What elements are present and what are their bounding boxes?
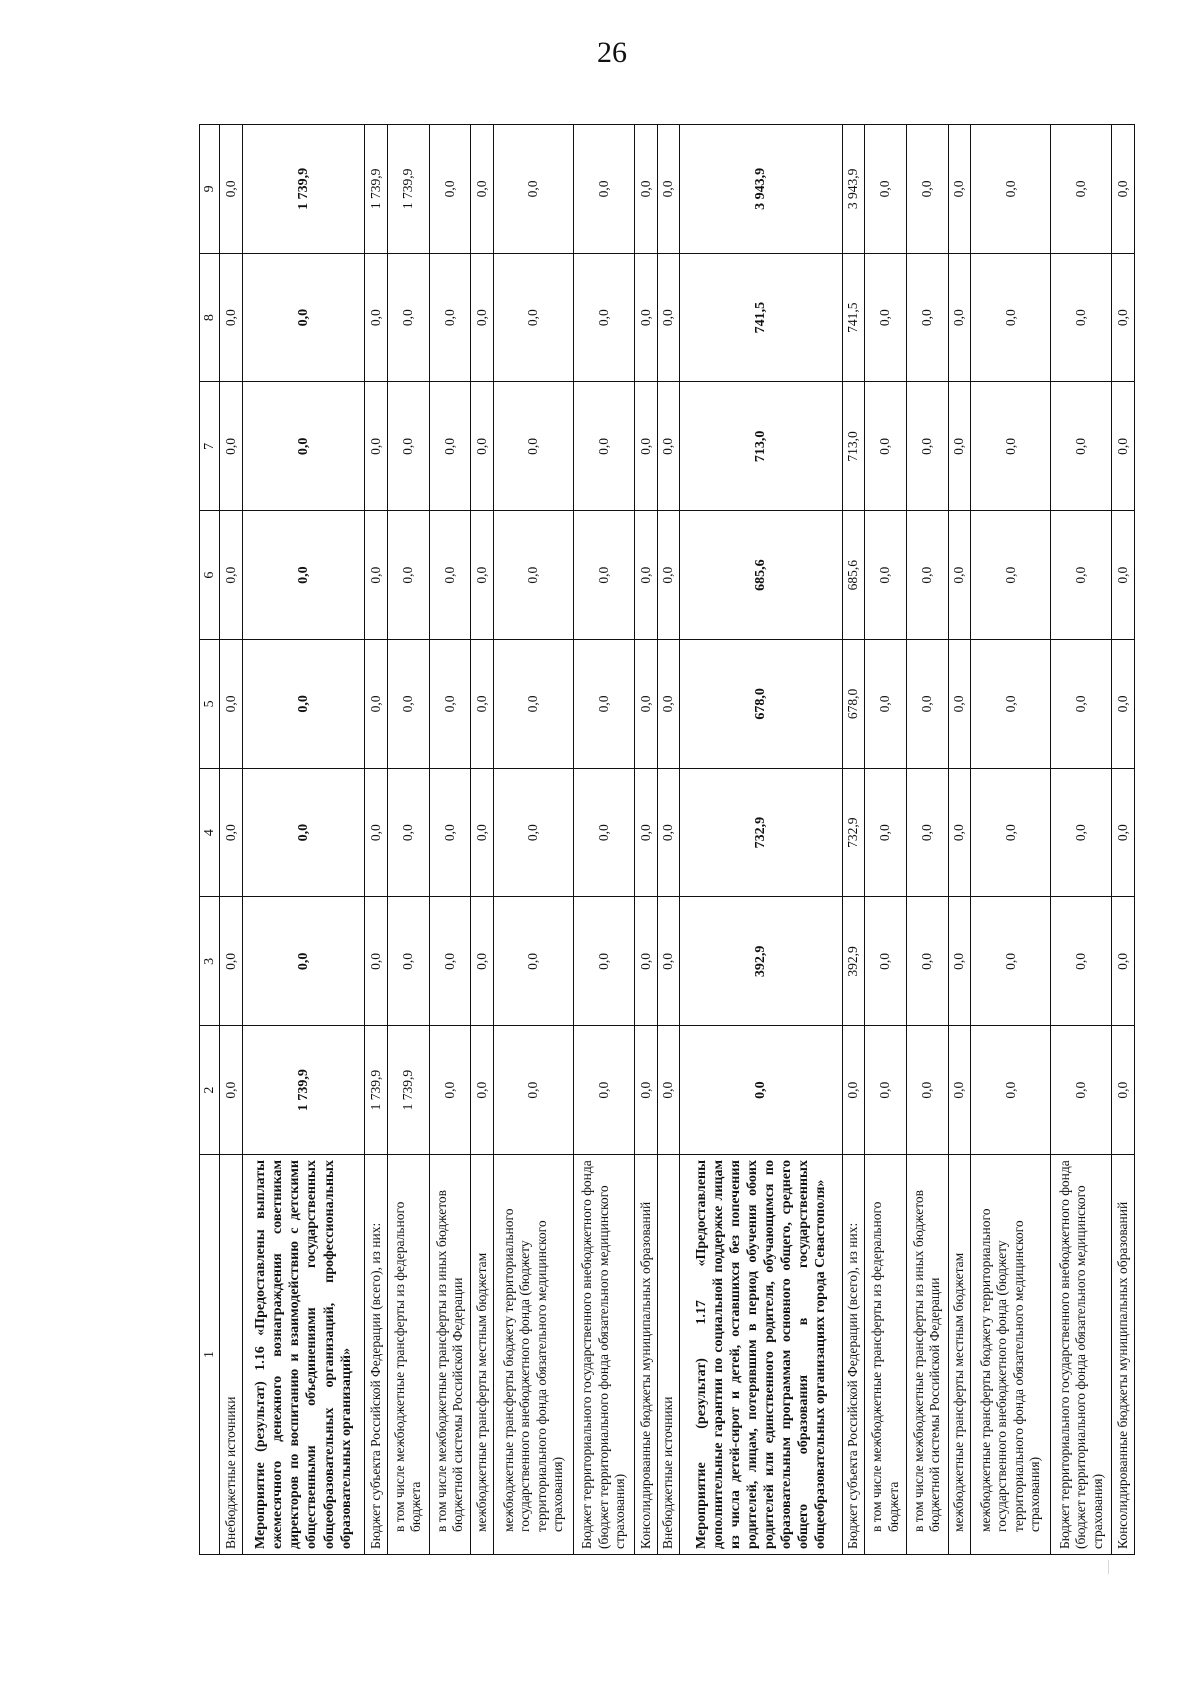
value-cell: 0,0	[429, 640, 471, 769]
table-row	[494, 125, 574, 1555]
value-cell: 0,0	[242, 253, 365, 382]
row-label: Мероприятие (результат) 1.17 «Предоставлены дополнительные гарантии по социальной поддержке лицам из числа детей-сирот и детей, оставшихся без попечения родителей, лицам, потерявшим в период обучения обоих родителей или единственного родителя, обучающимся по образовательным программам основного общего, среднего общего образования в государственных общеобразовательных организациях города Севастополя»	[680, 1155, 842, 1555]
value-cell: 0,0	[657, 382, 680, 511]
value-cell: 0,0	[471, 640, 494, 769]
value-cell: 0,0	[657, 897, 680, 1026]
column-header-6: 6	[200, 511, 220, 640]
value-cell: 0,0	[971, 640, 1051, 769]
value-cell: 0,0	[1051, 1026, 1112, 1155]
value-cell: 0,0	[906, 897, 948, 1026]
column-header-2: 2	[200, 1026, 220, 1155]
value-cell: 0,0	[906, 511, 948, 640]
value-cell: 0,0	[387, 253, 429, 382]
row-label: Бюджет субъекта Российской Федерации (всего), из них:	[842, 1155, 865, 1555]
row-label: в том числе межбюджетные трансферты из иных бюджетов бюджетной системы Российской Федерации	[906, 1155, 948, 1555]
value-cell: 0,0	[842, 1026, 865, 1155]
row-label: Мероприятие (результат) 1.16 «Предоставлены выплаты ежемесячного денежного вознаграждения советникам директоров по воспитанию и взаимодействию с детскими общественными объединениями государственных общеобразовательных организаций, профессиональных образовательных организаций»	[242, 1155, 365, 1555]
value-cell: 0,0	[494, 511, 574, 640]
value-cell: 0,0	[906, 253, 948, 382]
value-cell: 0,0	[365, 897, 388, 1026]
value-cell: 0,0	[365, 382, 388, 511]
value-cell: 1 739,9	[365, 1026, 388, 1155]
value-cell: 0,0	[971, 253, 1051, 382]
value-cell: 0,0	[365, 768, 388, 897]
value-cell: 0,0	[1051, 768, 1112, 897]
value-cell: 678,0	[680, 640, 842, 769]
value-cell: 741,5	[680, 253, 842, 382]
scan-artifact	[1108, 1560, 1109, 1574]
row-label: межбюджетные трансферты бюджету территориального государственного внебюджетного фонда (бюджету территориального фонда обязательного медицинского страхования)	[494, 1155, 574, 1555]
row-label: межбюджетные трансферты бюджету территориального государственного внебюджетного фонда (бюджету территориального фонда обязательного медицинского страхования)	[971, 1155, 1051, 1555]
value-cell: 0,0	[1112, 640, 1135, 769]
value-cell: 0,0	[242, 511, 365, 640]
table-row	[865, 125, 907, 1555]
value-cell: 0,0	[657, 768, 680, 897]
value-cell: 0,0	[657, 1026, 680, 1155]
value-cell: 0,0	[574, 382, 635, 511]
row-label: Бюджет субъекта Российской Федерации (всего), из них:	[365, 1155, 388, 1555]
value-cell: 0,0	[1112, 382, 1135, 511]
value-cell: 0,0	[1112, 897, 1135, 1026]
value-cell: 0,0	[971, 1026, 1051, 1155]
table-row	[635, 125, 658, 1555]
value-cell: 0,0	[471, 1026, 494, 1155]
value-cell: 0,0	[387, 640, 429, 769]
value-cell: 713,0	[842, 382, 865, 511]
value-cell: 3 943,9	[680, 125, 842, 254]
value-cell: 0,0	[906, 382, 948, 511]
value-cell: 0,0	[1051, 640, 1112, 769]
value-cell: 0,0	[1051, 253, 1112, 382]
value-cell: 0,0	[948, 768, 971, 897]
value-cell: 0,0	[574, 1026, 635, 1155]
value-cell: 0,0	[387, 897, 429, 1026]
value-cell: 0,0	[865, 897, 907, 1026]
value-cell: 685,6	[842, 511, 865, 640]
value-cell: 0,0	[635, 768, 658, 897]
value-cell: 0,0	[680, 1026, 842, 1155]
value-cell: 0,0	[429, 1026, 471, 1155]
table-row	[948, 125, 971, 1555]
value-cell: 0,0	[220, 897, 243, 1026]
value-cell: 0,0	[635, 511, 658, 640]
table-row	[471, 125, 494, 1555]
value-cell: 0,0	[471, 253, 494, 382]
value-cell: 0,0	[971, 382, 1051, 511]
column-header-4: 4	[200, 768, 220, 897]
value-cell: 0,0	[494, 382, 574, 511]
value-cell: 0,0	[865, 253, 907, 382]
value-cell: 392,9	[680, 897, 842, 1026]
value-cell: 1 739,9	[387, 125, 429, 254]
row-label: Внебюджетные источники	[220, 1155, 243, 1555]
value-cell: 0,0	[429, 125, 471, 254]
value-cell: 0,0	[865, 1026, 907, 1155]
value-cell: 0,0	[429, 897, 471, 1026]
column-header-5: 5	[200, 640, 220, 769]
value-cell: 0,0	[574, 897, 635, 1026]
value-cell: 0,0	[494, 640, 574, 769]
column-header-7: 7	[200, 382, 220, 511]
row-label: Консолидированные бюджеты муниципальных образований	[635, 1155, 658, 1555]
value-cell: 0,0	[1112, 125, 1135, 254]
row-label: Бюджет территориального государственного внебюджетного фонда (бюджет территориального фонда обязательного медицинского страхования)	[574, 1155, 635, 1555]
value-cell: 732,9	[842, 768, 865, 897]
table-row	[387, 125, 429, 1555]
value-cell: 0,0	[635, 897, 658, 1026]
budget-table	[199, 124, 1135, 1555]
value-cell: 741,5	[842, 253, 865, 382]
table-row	[971, 125, 1051, 1555]
value-cell: 0,0	[906, 640, 948, 769]
row-label: межбюджетные трансферты местным бюджетам	[471, 1155, 494, 1555]
value-cell: 0,0	[494, 897, 574, 1026]
value-cell: 0,0	[429, 511, 471, 640]
value-cell: 0,0	[494, 253, 574, 382]
table-row	[906, 125, 948, 1555]
value-cell: 0,0	[1112, 253, 1135, 382]
value-cell: 0,0	[906, 125, 948, 254]
value-cell: 0,0	[1051, 382, 1112, 511]
value-cell: 0,0	[220, 382, 243, 511]
value-cell: 0,0	[471, 382, 494, 511]
value-cell: 0,0	[1112, 1026, 1135, 1155]
value-cell: 0,0	[471, 125, 494, 254]
value-cell: 3 943,9	[842, 125, 865, 254]
value-cell: 0,0	[865, 125, 907, 254]
value-cell: 1 739,9	[365, 125, 388, 254]
value-cell: 0,0	[365, 253, 388, 382]
value-cell: 392,9	[842, 897, 865, 1026]
value-cell: 0,0	[220, 768, 243, 897]
table-row	[1051, 125, 1112, 1555]
value-cell: 0,0	[906, 768, 948, 897]
row-label: Консолидированные бюджеты муниципальных образований	[1112, 1155, 1135, 1555]
value-cell: 0,0	[635, 1026, 658, 1155]
row-label: в том числе межбюджетные трансферты из федерального бюджета	[387, 1155, 429, 1555]
row-label: межбюджетные трансферты местным бюджетам	[948, 1155, 971, 1555]
value-cell: 0,0	[971, 768, 1051, 897]
column-header-1: 1	[200, 1155, 220, 1555]
value-cell: 0,0	[657, 125, 680, 254]
value-cell: 0,0	[429, 768, 471, 897]
value-cell: 0,0	[387, 382, 429, 511]
value-cell: 0,0	[365, 511, 388, 640]
value-cell: 0,0	[220, 253, 243, 382]
column-header-9: 9	[200, 125, 220, 254]
value-cell: 0,0	[971, 125, 1051, 254]
value-cell: 0,0	[471, 897, 494, 1026]
value-cell: 0,0	[574, 640, 635, 769]
value-cell: 0,0	[635, 640, 658, 769]
table-row	[365, 125, 388, 1555]
row-label: в том числе межбюджетные трансферты из федерального бюджета	[865, 1155, 907, 1555]
budget-table-rotated	[199, 125, 1135, 1555]
column-header-8: 8	[200, 253, 220, 382]
value-cell: 0,0	[387, 768, 429, 897]
value-cell: 0,0	[1112, 768, 1135, 897]
value-cell: 0,0	[429, 382, 471, 511]
value-cell: 0,0	[471, 768, 494, 897]
value-cell: 0,0	[220, 125, 243, 254]
value-cell: 0,0	[948, 253, 971, 382]
value-cell: 0,0	[1112, 511, 1135, 640]
value-cell: 0,0	[948, 125, 971, 254]
table-row	[842, 125, 865, 1555]
value-cell: 0,0	[865, 768, 907, 897]
table-row	[429, 125, 471, 1555]
value-cell: 0,0	[657, 253, 680, 382]
value-cell: 0,0	[948, 511, 971, 640]
page-number: 26	[597, 36, 627, 69]
value-cell: 0,0	[635, 253, 658, 382]
row-label: Бюджет территориального государственного внебюджетного фонда (бюджет территориального фонда обязательного медицинского страхования)	[1051, 1155, 1112, 1555]
value-cell: 0,0	[1051, 897, 1112, 1026]
value-cell: 0,0	[429, 253, 471, 382]
value-cell: 0,0	[494, 125, 574, 254]
value-cell: 0,0	[494, 768, 574, 897]
value-cell: 0,0	[242, 897, 365, 1026]
value-cell: 0,0	[387, 511, 429, 640]
table-header	[200, 125, 220, 1555]
value-cell: 732,9	[680, 768, 842, 897]
value-cell: 713,0	[680, 382, 842, 511]
value-cell: 0,0	[1051, 125, 1112, 254]
table-row	[680, 125, 842, 1555]
table-row	[1112, 125, 1135, 1555]
value-cell: 1 739,9	[242, 125, 365, 254]
value-cell: 0,0	[971, 897, 1051, 1026]
value-cell: 0,0	[971, 511, 1051, 640]
value-cell: 0,0	[948, 1026, 971, 1155]
value-cell: 1 739,9	[387, 1026, 429, 1155]
row-label: Внебюджетные источники	[657, 1155, 680, 1555]
value-cell: 685,6	[680, 511, 842, 640]
value-cell: 0,0	[635, 382, 658, 511]
table-row	[220, 125, 243, 1555]
value-cell: 0,0	[635, 125, 658, 254]
row-label: в том числе межбюджетные трансферты из иных бюджетов бюджетной системы Российской Федерации	[429, 1155, 471, 1555]
table-row	[242, 125, 365, 1555]
value-cell: 0,0	[365, 640, 388, 769]
value-cell: 0,0	[242, 382, 365, 511]
value-cell: 0,0	[220, 511, 243, 640]
value-cell: 0,0	[220, 640, 243, 769]
value-cell: 0,0	[1051, 511, 1112, 640]
value-cell: 0,0	[220, 1026, 243, 1155]
value-cell: 0,0	[948, 640, 971, 769]
value-cell: 0,0	[906, 1026, 948, 1155]
value-cell: 0,0	[242, 640, 365, 769]
value-cell: 0,0	[657, 511, 680, 640]
value-cell: 0,0	[865, 640, 907, 769]
value-cell: 0,0	[574, 511, 635, 640]
value-cell: 0,0	[242, 768, 365, 897]
value-cell: 0,0	[471, 511, 494, 640]
value-cell: 0,0	[948, 382, 971, 511]
table-row	[574, 125, 635, 1555]
value-cell: 0,0	[574, 125, 635, 254]
table-body	[220, 125, 1135, 1555]
value-cell: 0,0	[948, 897, 971, 1026]
value-cell: 0,0	[494, 1026, 574, 1155]
value-cell: 0,0	[574, 768, 635, 897]
value-cell: 0,0	[574, 253, 635, 382]
table-row	[657, 125, 680, 1555]
header-row	[200, 125, 220, 1555]
value-cell: 0,0	[865, 511, 907, 640]
value-cell: 0,0	[657, 640, 680, 769]
value-cell: 0,0	[865, 382, 907, 511]
value-cell: 678,0	[842, 640, 865, 769]
value-cell: 1 739,9	[242, 1026, 365, 1155]
column-header-3: 3	[200, 897, 220, 1026]
